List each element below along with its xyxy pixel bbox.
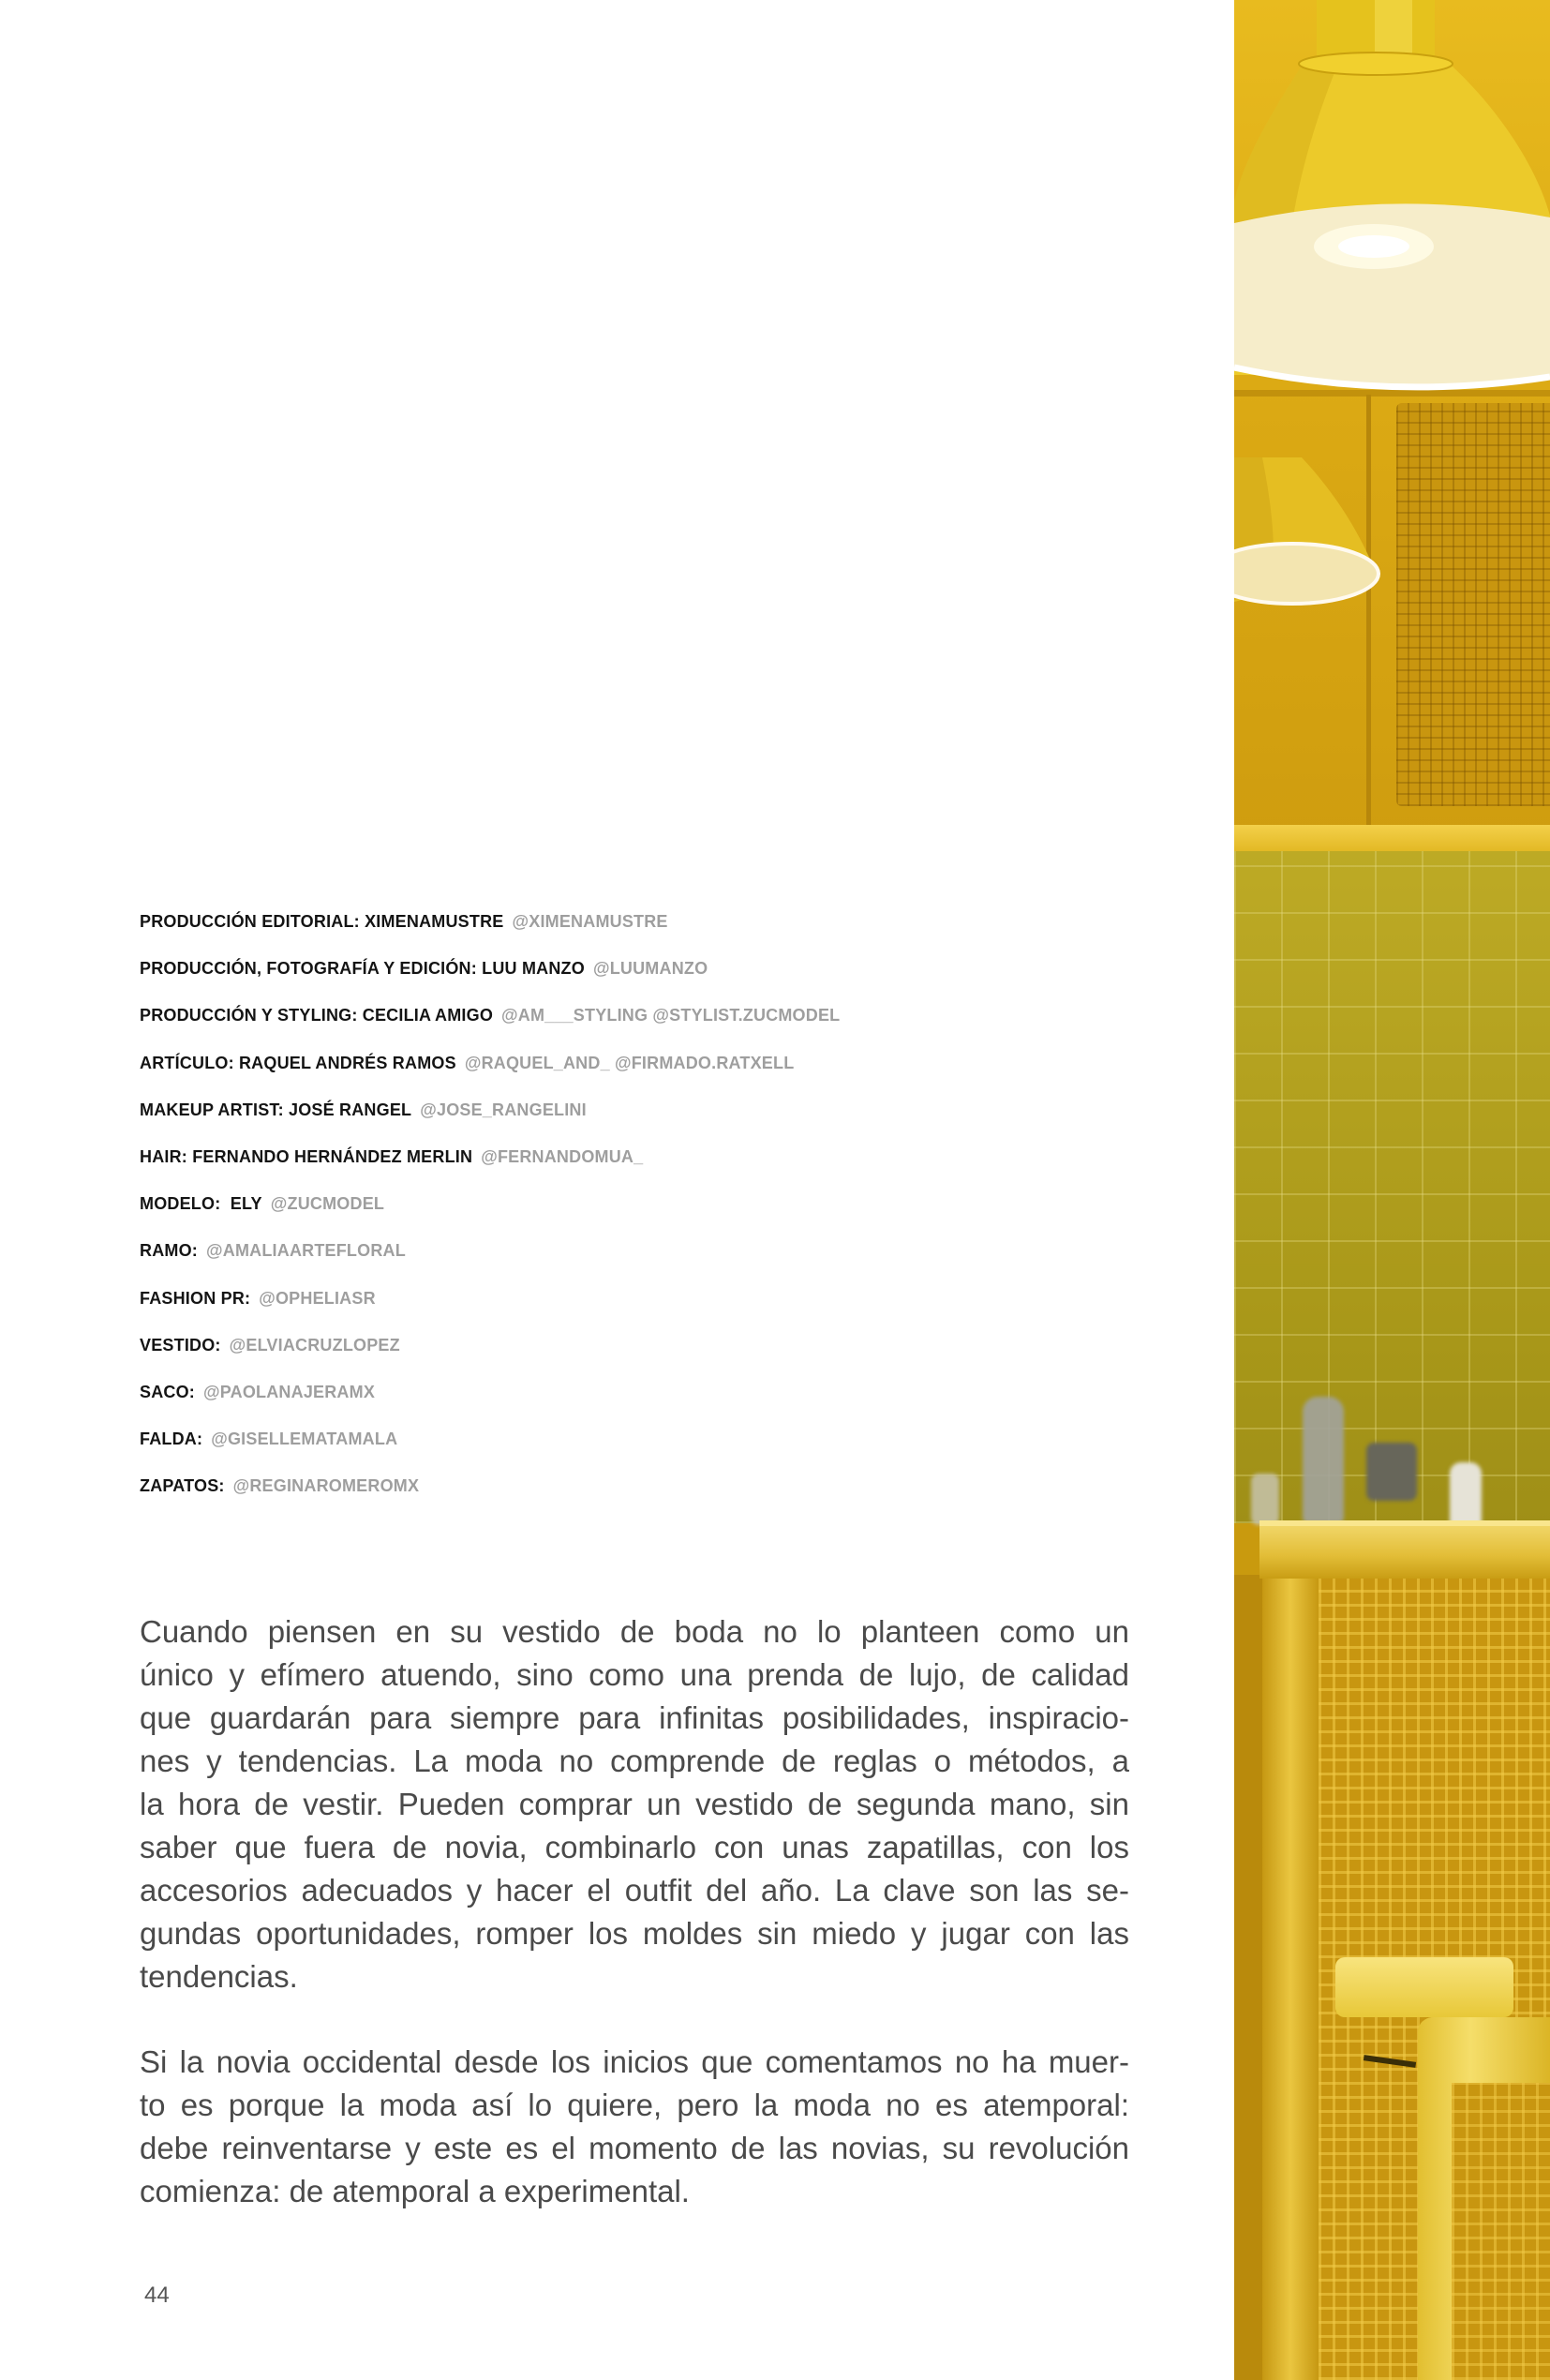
paragraph-line: gundas oportunidades, romper los moldes sin miedo y jugar con las <box>140 1916 1129 1951</box>
credit-row <box>140 945 1189 992</box>
credit-label: MODELO: ELY <box>140 1194 262 1214</box>
credit-row <box>140 1133 1189 1180</box>
credit-label: ZAPATOS: <box>140 1476 225 1496</box>
paragraph-line: debe reinventarse y este es el momento de las novias, su revolución <box>140 2131 1129 2165</box>
paragraph-line: Si la novia occidental desde los inicios que comentamos no ha muer- <box>140 2044 1129 2079</box>
photo-tiled-wall <box>1234 851 1550 1523</box>
credit-handle: @JOSE_RANGELINI <box>420 1100 587 1119</box>
photo-table-leg <box>1262 1579 1319 2380</box>
kitchen-photo <box>1234 0 1550 2380</box>
credit-label: ARTÍCULO: RAQUEL ANDRÉS RAMOS <box>140 1053 456 1072</box>
pendant-lamp-large <box>1234 0 1550 387</box>
credit-handle: @FERNANDOMUA_ <box>481 1146 644 1166</box>
paragraph-line: único y efímero atuendo, sino como una prenda de lujo, de calidad <box>140 1657 1129 1692</box>
credit-handle: @GISELLEMATAMALA <box>211 1429 398 1449</box>
credit-handle: @REGINAROMEROMX <box>232 1476 420 1496</box>
photo-stool-opening <box>1452 2083 1550 2380</box>
credit-row <box>140 898 1189 945</box>
credit-handle: @XIMENAMUSTRE <box>512 912 668 931</box>
photo-cabinet-band <box>1234 825 1550 853</box>
credit-row <box>140 1322 1189 1369</box>
paragraph-line: saber que fuera de novia, combinarlo con unas zapatillas, con los <box>140 1830 1129 1864</box>
credit-handle: @RAQUEL_AND_ @FIRMADO.RATXELL <box>464 1053 795 1072</box>
credit-label: FASHION PR: <box>140 1288 251 1308</box>
photo-bottle <box>1251 1474 1279 1525</box>
credit-row <box>140 1180 1189 1227</box>
credit-handle: @ELVIACRUZLOPEZ <box>229 1335 400 1355</box>
pendant-lamps <box>1234 0 1550 656</box>
photo-shadow-strip <box>1234 1575 1262 2380</box>
photo-table-edge <box>1259 1520 1550 1526</box>
credit-label: PRODUCCIÓN, FOTOGRAFÍA Y EDICIÓN: LUU MANZO <box>140 959 585 979</box>
article-paragraph-2 <box>140 2041 1129 2213</box>
credit-handle: @OPHELIASR <box>259 1288 376 1308</box>
credit-label: MAKEUP ARTIST: JOSÉ RANGEL <box>140 1100 412 1119</box>
photo-stool-seat <box>1335 1957 1513 2017</box>
paragraph-line: la hora de vestir. Pueden comprar un vestido de segunda mano, sin <box>140 1787 1129 1821</box>
credit-row <box>140 992 1189 1039</box>
credit-label: PRODUCCIÓN EDITORIAL: XIMENAMUSTRE <box>140 912 504 931</box>
paragraph-line: Cuando piensen en su vestido de boda no lo planteen como un <box>140 1614 1129 1649</box>
credit-handle: @ZUCMODEL <box>270 1194 385 1214</box>
credit-row <box>140 1227 1189 1274</box>
credit-label: VESTIDO: <box>140 1335 221 1355</box>
credit-row <box>140 1462 1189 1509</box>
credit-label: PRODUCCIÓN Y STYLING: CECILIA AMIGO <box>140 1006 494 1025</box>
credit-row <box>140 1040 1189 1086</box>
paragraph-line: nes y tendencias. La moda no comprende de reglas o métodos, a <box>140 1744 1129 1778</box>
credit-row <box>140 1369 1189 1415</box>
credit-row <box>140 1415 1189 1462</box>
credit-row <box>140 1275 1189 1322</box>
credit-handle: @PAOLANAJERAMX <box>203 1382 376 1401</box>
paragraph-line: tendencias. <box>140 1959 298 1994</box>
paragraph-line: que guardarán para siempre para infinitas posibilidades, inspiracio- <box>140 1700 1129 1735</box>
photo-jar <box>1366 1443 1417 1501</box>
paragraph-line: comienza: de atemporal a experimental. <box>140 2174 690 2208</box>
paragraph-line: to es porque la moda así lo quiere, pero la moda no es atemporal: <box>140 2088 1129 2122</box>
photo-bottle <box>1303 1397 1344 1523</box>
credit-label: FALDA: <box>140 1429 203 1449</box>
credit-label: RAMO: <box>140 1241 198 1261</box>
credit-label: HAIR: FERNANDO HERNÁNDEZ MERLIN <box>140 1146 473 1166</box>
photo-table-top <box>1259 1520 1550 1579</box>
credit-label: SACO: <box>140 1382 195 1401</box>
credit-handle: @LUUMANZO <box>592 959 708 979</box>
credit-handle: @AM___STYLING @STYLIST.ZUCMODEL <box>501 1006 841 1025</box>
page-number: 44 <box>144 2283 170 2308</box>
article-paragraph-1 <box>140 1610 1129 1998</box>
pendant-lamp-small <box>1234 457 1379 604</box>
paragraph-line: accesorios adecuados y hacer el outfit del año. La clave son las se- <box>140 1873 1129 1908</box>
credit-handle: @AMALIAARTEFLORAL <box>206 1241 406 1261</box>
credits-list <box>140 898 1189 1509</box>
credit-row <box>140 1086 1189 1133</box>
